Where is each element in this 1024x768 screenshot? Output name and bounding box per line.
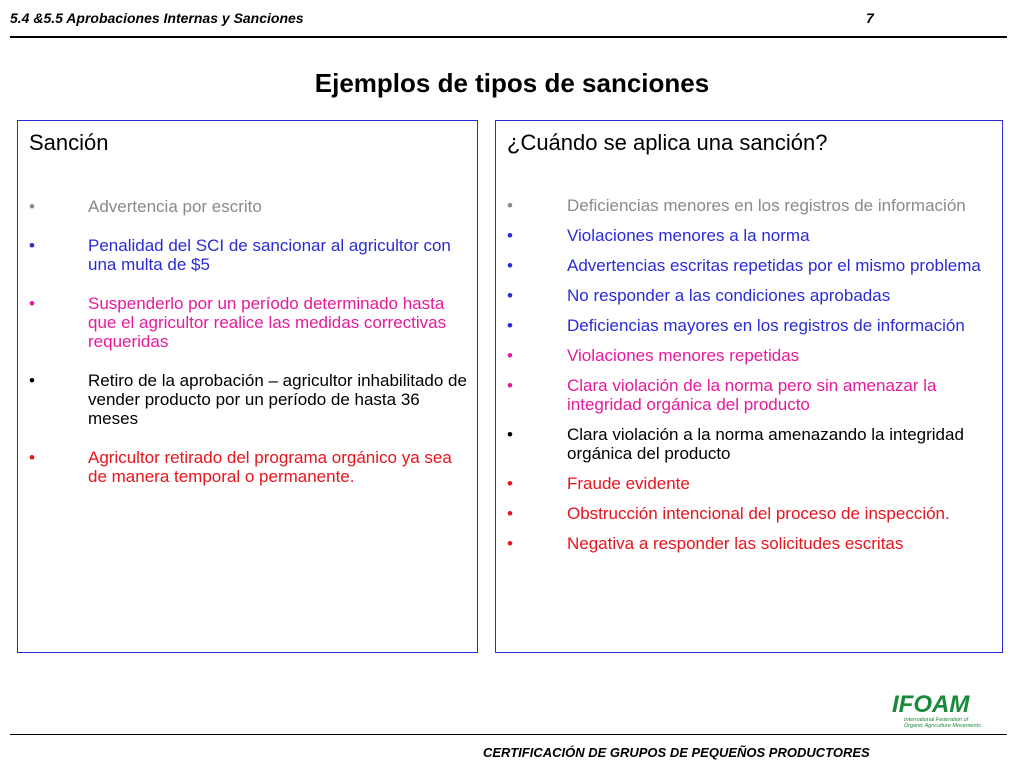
footer-text: CERTIFICACIÓN DE GRUPOS DE PEQUEÑOS PRODUCTORES — [483, 745, 870, 760]
list-item — [496, 376, 1004, 414]
bullet-icon: • — [507, 316, 513, 335]
bullet-icon: • — [507, 534, 513, 553]
logo-wordmark: IFOAM — [892, 691, 970, 718]
list-item — [18, 236, 479, 274]
list-item — [496, 256, 1004, 275]
list-item — [496, 534, 1004, 553]
bullet-icon: • — [29, 448, 35, 467]
ifoam-logo-icon — [890, 690, 990, 730]
list-item — [18, 371, 479, 428]
list-item-text: Violaciones menores a la norma — [567, 226, 810, 245]
header-title: 5.4 &5.5 Aprobaciones Internas y Sanciones — [10, 10, 304, 26]
list-item-text: Clara violación a la norma amenazando la integridad orgánica del producto — [567, 425, 964, 463]
footer-divider — [10, 734, 1007, 735]
list-item — [496, 316, 1004, 335]
bullet-icon: • — [507, 425, 513, 444]
bullet-icon: • — [507, 346, 513, 365]
list-item-text: Deficiencias menores en los registros de información — [567, 196, 966, 215]
bullet-icon: • — [29, 294, 35, 313]
list-item-text: Retiro de la aprobación – agricultor inhabilitado de vender producto por un período de hasta 36 meses — [88, 371, 467, 428]
page-number: 7 — [866, 10, 874, 26]
list-item-text: Advertencia por escrito — [88, 197, 262, 216]
bullet-icon: • — [507, 256, 513, 275]
list-item — [496, 474, 1004, 493]
list-item — [18, 294, 479, 351]
list-item-text: Violaciones menores repetidas — [567, 346, 800, 365]
logo-subtitle-line1: International Federation of — [904, 717, 969, 723]
bullet-icon: • — [29, 197, 35, 216]
list-item — [496, 226, 1004, 245]
list-item-text: Deficiencias mayores en los registros de información — [567, 316, 965, 335]
list-item-text: Fraude evidente — [567, 474, 690, 493]
list-item — [496, 286, 1004, 305]
bullet-icon: • — [507, 226, 513, 245]
list-item — [496, 196, 1004, 215]
sanction-list — [18, 197, 479, 506]
header-divider — [10, 36, 1007, 38]
list-item — [496, 346, 1004, 365]
list-item-text: Agricultor retirado del programa orgánico ya sea de manera temporal o permanente. — [88, 448, 452, 486]
bullet-icon: • — [507, 196, 513, 215]
bullet-icon: • — [29, 371, 35, 390]
slide-title: Ejemplos de tipos de sanciones — [314, 68, 710, 98]
bullet-icon: • — [507, 504, 513, 523]
bullet-icon: • — [507, 474, 513, 493]
list-item-text: Suspenderlo por un período determinado hasta que el agricultor realice las medidas correctivas requeridas — [88, 294, 447, 351]
bullet-icon: • — [507, 376, 513, 395]
list-item-text: Penalidad del SCI de sancionar al agricultor con una multa de $5 — [88, 236, 451, 274]
list-item-text: Negativa a responder las solicitudes escritas — [567, 534, 904, 553]
logo-subtitle-line2: Organic Agriculture Movements — [904, 723, 981, 729]
bullet-icon: • — [507, 286, 513, 305]
list-item — [496, 504, 1004, 523]
when-applied-list — [496, 196, 1004, 564]
list-item-text: No responder a las condiciones aprobadas — [567, 286, 891, 305]
when-applied-heading: ¿Cuándo se aplica una sanción? — [507, 130, 828, 155]
sanction-panel — [17, 120, 478, 653]
list-item — [18, 448, 479, 486]
list-item-text: Clara violación de la norma pero sin amenazar la integridad orgánica del producto — [567, 376, 937, 414]
list-item — [496, 425, 1004, 463]
list-item-text: Advertencias escritas repetidas por el mismo problema — [567, 256, 981, 275]
list-item-text: Obstrucción intencional del proceso de inspección. — [567, 504, 950, 523]
bullet-icon: • — [29, 236, 35, 255]
list-item — [18, 197, 479, 216]
ifoam-logo — [890, 690, 990, 730]
sanction-heading: Sanción — [29, 130, 109, 155]
when-applied-panel — [495, 120, 1003, 653]
